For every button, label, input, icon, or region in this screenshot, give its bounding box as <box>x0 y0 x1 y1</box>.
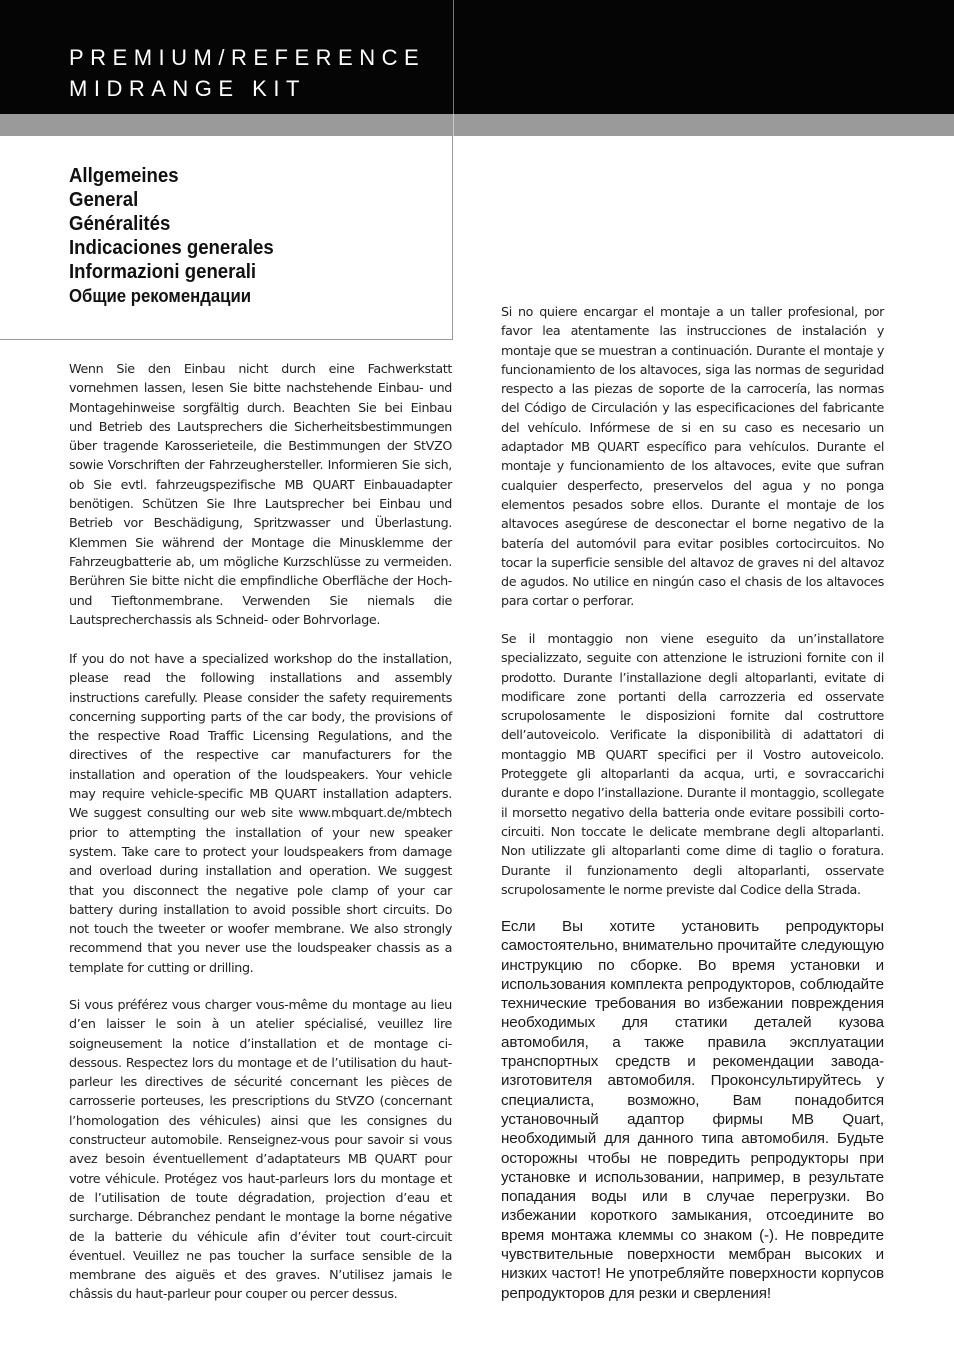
heading-french: Généralités <box>69 213 171 235</box>
header-divider <box>453 0 454 114</box>
heading-german: Allgemeines <box>69 165 179 187</box>
paragraph-german: Wenn Sie den Einbau nicht durch eine Fachwerkstatt vornehmen lassen, lesen Sie bitte nachstehende Einbau- und Montagehinweise sorgfältig durch. Beachten Sie bei Einbau und Betrieb des Lautsprechers die Sicherheitsbestimmungen über tragende Karosserieteile, die Bestimmungen der StVZO sowie Vorschriften der Fahrzeughersteller. Informieren Sie sich, ob Sie evtl. fahrzeugspezifische MB QUART Einbauadapter benötigen. Schützen Sie Ihre Lautsprecher bei Einbau und Betrieb vor Beschädigung, Spritzwasser und Überlastung. Klemmen Sie während der Montage die Minusklemme der Fahrzeugbatterie ab, um mögliche Kurzschlüsse zu vermeiden. Berühren Sie bitte nicht die empfindliche Oberfläche der Hoch- und Tieftonmembrane. Verwenden Sie niemals die Lautsprecherchassis als Schneid- oder Bohrvorlage. <box>69 361 452 627</box>
page-title <box>69 42 425 104</box>
paragraph-spanish: Si no quiere encargar el montaje a un taller profesional, por favor lea atentamente las instrucciones de instalación y montaje que se muestran a continuación. Durante el montaje y funcionamiento de los altavoces, siga las normas de seguridad respecto a las piezas de soporte de la carrocería, las normas del Código de Circulación y las especificaciones del fabricante del vehículo. Infórmese de si en su caso es necesario un adaptador MB QUART específico para vehículos. Durante el montaje y funcionamiento de los altavoces, evite que sufran cualquier desperfecto, preservelos del agua y no ponga elementos pesados sobre ellos. Durante el montaje de los altavoces asegúrese de desconectar el borne negativo de la batería del automóvil para evitar posibles cortocircuitos. No tocar la superficie sensible del altavoz de graves ni del altavoz de agudos. No utilice en ningún caso el chasis de los altavoces para cortar o perforar. <box>501 304 884 609</box>
heading-russian: Общие рекомендации <box>69 286 252 306</box>
paragraph-italian: Se il montaggio non viene eseguito da un’installatore specializzato, seguite con attenzione le istruzioni fornite con il prodotto. Durante l’installazione degli altoparlanti, evitate di modificare zone portanti della carrozzeria ed osservate scrupolosamente le disposizioni fornite dal costruttore dell’autoveicolo. Verificate la disponibilità di adattatori di montaggio MB QUART specifici per il Vostro autoveicolo. Proteggete gli altoparlanti da acqua, urti, e sovraccarichi durante e dopo l’installazione. Durante il montaggio, scollegate il morsetto negativo della batteria onde evitare possibili corto-circuiti. Non toccate le delicate membrane degli altoparlanti. Non utilizzate gli altoparlanti come dime di taglio o foratura. Durante il funzionamento degli altoparlanti, osservate scrupolosamente le norme previste dal Codice della Strada. <box>501 631 884 897</box>
title-line-1: PREMIUM/REFERENCE <box>69 45 426 70</box>
gray-band-divider <box>453 114 454 136</box>
gray-band <box>0 114 954 136</box>
heading-spanish: Indicaciones generales <box>69 237 274 259</box>
paragraph-english: If you do not have a specialized workshop do the installation, please read the following installations and assembly instructions carefully. Please consider the safety requirements concerning supporting parts of the car body, the provisions of the respective Road Traffic Licensing Regulations, and the directives of the respective car manufacturers for the installation and operation of the loudspeakers. Your vehicle may require vehicle-specific MB QUART installation adapters. We suggest consulting our web site www.mbquart.de/mbtech prior to attempting the installation of your new speaker system. Take care to protect your loudspeakers from damage and overload during installation and operation. We suggest that you disconnect the negative pole clamp of your car battery during installation to avoid possible short circuits. Do not touch the tweeter or woofer membrane. We also strongly recommend that you never use the loudspeaker chassis as a template for cutting or drilling. <box>69 651 452 975</box>
section-headings <box>69 164 289 308</box>
heading-english: General <box>69 189 139 211</box>
paragraph-russian: Если Вы хотите установить репродукторы самостоятельно, внимательно прочитайте следующую инструкцию по сборке. Во время установки и использования комплекта репродукторов, соблюдайте технические требования во избежании повреждения необходимых для статики деталей кузова автомобиля, а также правила эксплуатации транспортных средств и рекомендации завода-изготовителя автомобиля. Проконсультируйтесь у специалиста, возможно, Вам понадобится установочный адаптор фирмы MB Quart, необходимый для данного типа автомобиля. Будьте осторожны чтобы не повредить репродукторы при установке и использовании, например, в результате попадания воды или в случае перегрузки. Во избежании короткого замыкания, отсоедините во время монтажа клеммы со знаком (-). Не повредите чувствительные поверхности мембран высоких и низких частот! Не употребляйте поверхности корпусов репродукторов для резки и сверления! <box>501 918 884 1302</box>
heading-italian: Informazioni generali <box>69 261 257 283</box>
paragraph-french: Si vous préférez vous charger vous-même du montage au lieu d’en laisser le soin à un atelier spécialisé, veuillez lire soigneusement la notice d’installation et de montage ci-dessous. Respectez lors du montage et de l’utilisation du haut-parleur les directives de sécurité concernant les pièces de carrosserie porteuses, les prescriptions du StVZO (concernant l’homologation des véhicules) ainsi que les consignes du constructeur automobile. Renseignez-vous pour savoir si vous avez besoin éventuellement d’adaptateurs MB QUART pour votre véhicule. Protégez vos haut-parleurs lors du montage et de l’utilisation de toute dégradation, projection d’eau et surcharge. Débranchez pendant le montage la borne négative de la batterie du véhicule afin d’éviter tout court-circuit éventuel. Veuillez ne pas toucher la surface sensible de la membrane des aiguës et des graves. N’utilisez jamais le châssis du haut-parleur pour couper ou percer dessus. <box>69 997 452 1302</box>
title-line-2: MIDRANGE KIT <box>69 76 306 101</box>
